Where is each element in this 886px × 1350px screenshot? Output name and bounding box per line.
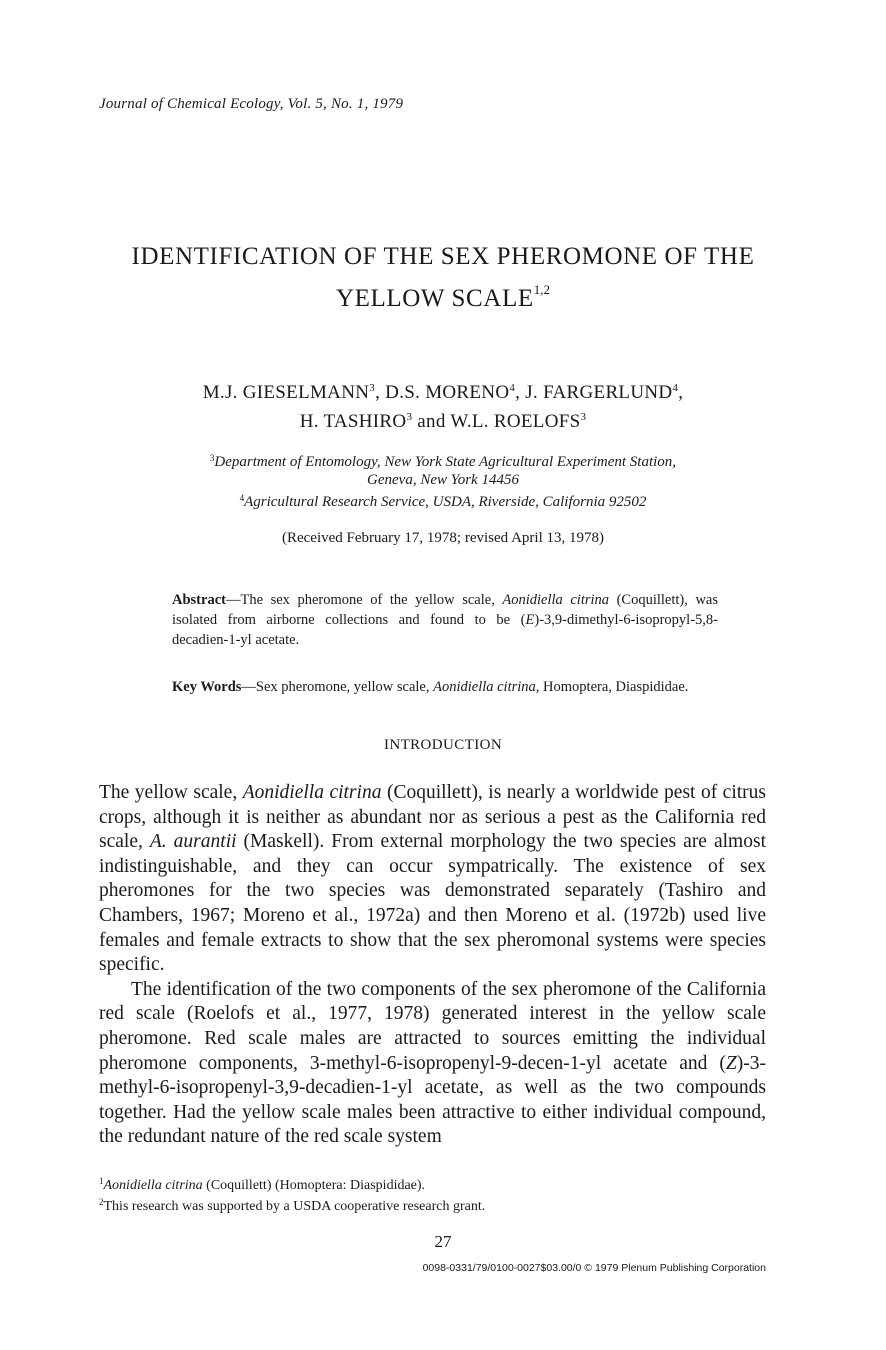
affiliation-1-line-1: Department of Entomology, New York State Agricultural Experiment Station,: [214, 454, 677, 470]
affiliation-1-marker: 3: [209, 453, 215, 463]
author-and: and: [412, 411, 451, 432]
affiliation-1: [60, 449, 826, 471]
footnote-1-marker: 1: [99, 1176, 104, 1186]
paragraph-2-text-1: The identification of the two components of the sex pheromone of the California red scale (Roelofs et al., 1977, 1978) generated interest in the yellow scale pheromone. Red scale males are attracted to sources emitting the individual pheromone components, 3-methyl-6-isopropenyl-9-decen-1-yl acetate and (: [99, 978, 766, 1074]
abstract-isomer: E: [525, 612, 535, 628]
author-line-2: [60, 405, 826, 434]
author-roelofs: W.L. ROELOFS: [450, 411, 581, 432]
paragraph-1-species-2: A. aurantii: [149, 831, 237, 853]
paragraph-1-species: Aonidiella citrina: [242, 782, 382, 803]
paragraph-1: [99, 781, 766, 978]
copyright-imprint: 0098-0331/79/0100-0027$03.00/0 © 1979 Plenum Publishing Corporation: [422, 1262, 766, 1274]
author-gieselmann-affil: 3: [369, 382, 376, 394]
affiliation-2-marker: 4: [239, 493, 245, 503]
author-moreno-affil: 4: [509, 382, 516, 394]
section-heading-introduction: INTRODUCTION: [383, 737, 503, 753]
author-tashiro: H. TASHIRO: [299, 411, 407, 432]
author-separator: ,: [375, 382, 386, 403]
author-separator: ,: [515, 382, 526, 403]
title-line-1: IDENTIFICATION OF THE SEX PHEROMONE OF THE: [131, 243, 755, 270]
author-fargerlund-affil: 4: [672, 382, 679, 394]
author-list: [60, 376, 826, 434]
abstract-text-2: (Coquillett), was isolated from airborne collections and found to be (: [172, 592, 718, 628]
title-line-2-text: YELLOW SCALE: [336, 285, 534, 312]
paragraph-1-text-2: (Coquillett), is nearly a worldwide pest of citrus crops, although it is neither as abundant nor as serious a pest as the California red scale,: [99, 782, 767, 853]
author-tashiro-affil: 3: [406, 411, 413, 423]
received-dates: (Received February 17, 1978; revised April 13, 1978): [281, 530, 604, 546]
author-line-1: M.J. GIESELMANN$^3$, D.S. MORENO$^4$, J. FARGERLUND$^4$,: [202, 382, 684, 403]
author-fargerlund: J. FARGERLUND: [525, 382, 673, 403]
abstract-text-3: )-3,9-dimethyl-6-isopropyl-5,8-decadien-1-yl acetate.: [172, 612, 718, 648]
footnote-2-text: This research was supported by a USDA cooperative research grant.: [103, 1199, 486, 1214]
page-number: 27: [434, 1232, 452, 1251]
footnote-1: [99, 1173, 766, 1194]
journal-citation: Journal of Chemical Ecology, Vol. 5, No. 1, 1979: [99, 96, 404, 112]
keywords-text-1: —Sex pheromone, yellow scale,: [241, 679, 434, 695]
article-title: [60, 240, 826, 315]
author-gieselmann: M.J. GIESELMANN: [202, 382, 370, 403]
keywords-species: Aonidiella citrina,: [433, 679, 540, 695]
affiliations: [60, 449, 826, 511]
footnote-1-text: (Coquillett) (Homoptera: Diaspididae).: [202, 1178, 426, 1193]
abstract-text-1: —The sex pheromone of the yellow scale,: [225, 592, 503, 608]
footnote-2-marker: 2: [99, 1197, 104, 1207]
title-line-2: [60, 273, 826, 315]
footnote-2: [99, 1194, 766, 1215]
title-footnote-ref: 1,2: [533, 282, 550, 297]
author-roelofs-affil: 3: [580, 411, 587, 423]
paragraph-1-text-1: The yellow scale,: [99, 782, 243, 803]
abstract: [172, 590, 718, 650]
affiliation-2-text: Agricultural Research Service, USDA, Riverside, California 92502: [244, 494, 647, 510]
key-words: [172, 677, 718, 697]
abstract-species: Aonidiella citrina: [502, 592, 610, 608]
keywords-label: Key Words: [172, 679, 242, 695]
footnote-1-species: Aonidiella citrina: [103, 1178, 203, 1193]
author-moreno: D.S. MORENO: [385, 382, 510, 403]
affiliation-2: [60, 489, 826, 511]
paragraph-1-text-3: (Maskell). From external morphology the two species are almost indistinguishable, and they can occur sympatrically. The existence of sex pheromones for the two species was demonstrated separately (Tashiro and Chambers, 1967; Moreno et al., 1972a) and then Moreno et al. (1972b) used live females and female extracts to show that the sex pheromonal systems were species specific.: [99, 831, 766, 976]
paragraph-2: [99, 978, 766, 1150]
introduction-body: [99, 781, 766, 1150]
abstract-label: Abstract: [172, 592, 226, 608]
keywords-text-2: Homoptera, Diaspididae.: [539, 679, 689, 695]
paragraph-2-isomer: Z: [725, 1052, 737, 1074]
footnotes: [99, 1173, 766, 1215]
paragraph-2-text-2: )-3-methyl-6-isopropenyl-3,9-decadien-1-yl acetate, as well as the two compounds together. Had the yellow scale males been attractive to either individual compound, the redundant nature of the red scale system: [99, 1052, 766, 1148]
affiliation-1-line-2: Geneva, New York 14456: [367, 472, 519, 488]
